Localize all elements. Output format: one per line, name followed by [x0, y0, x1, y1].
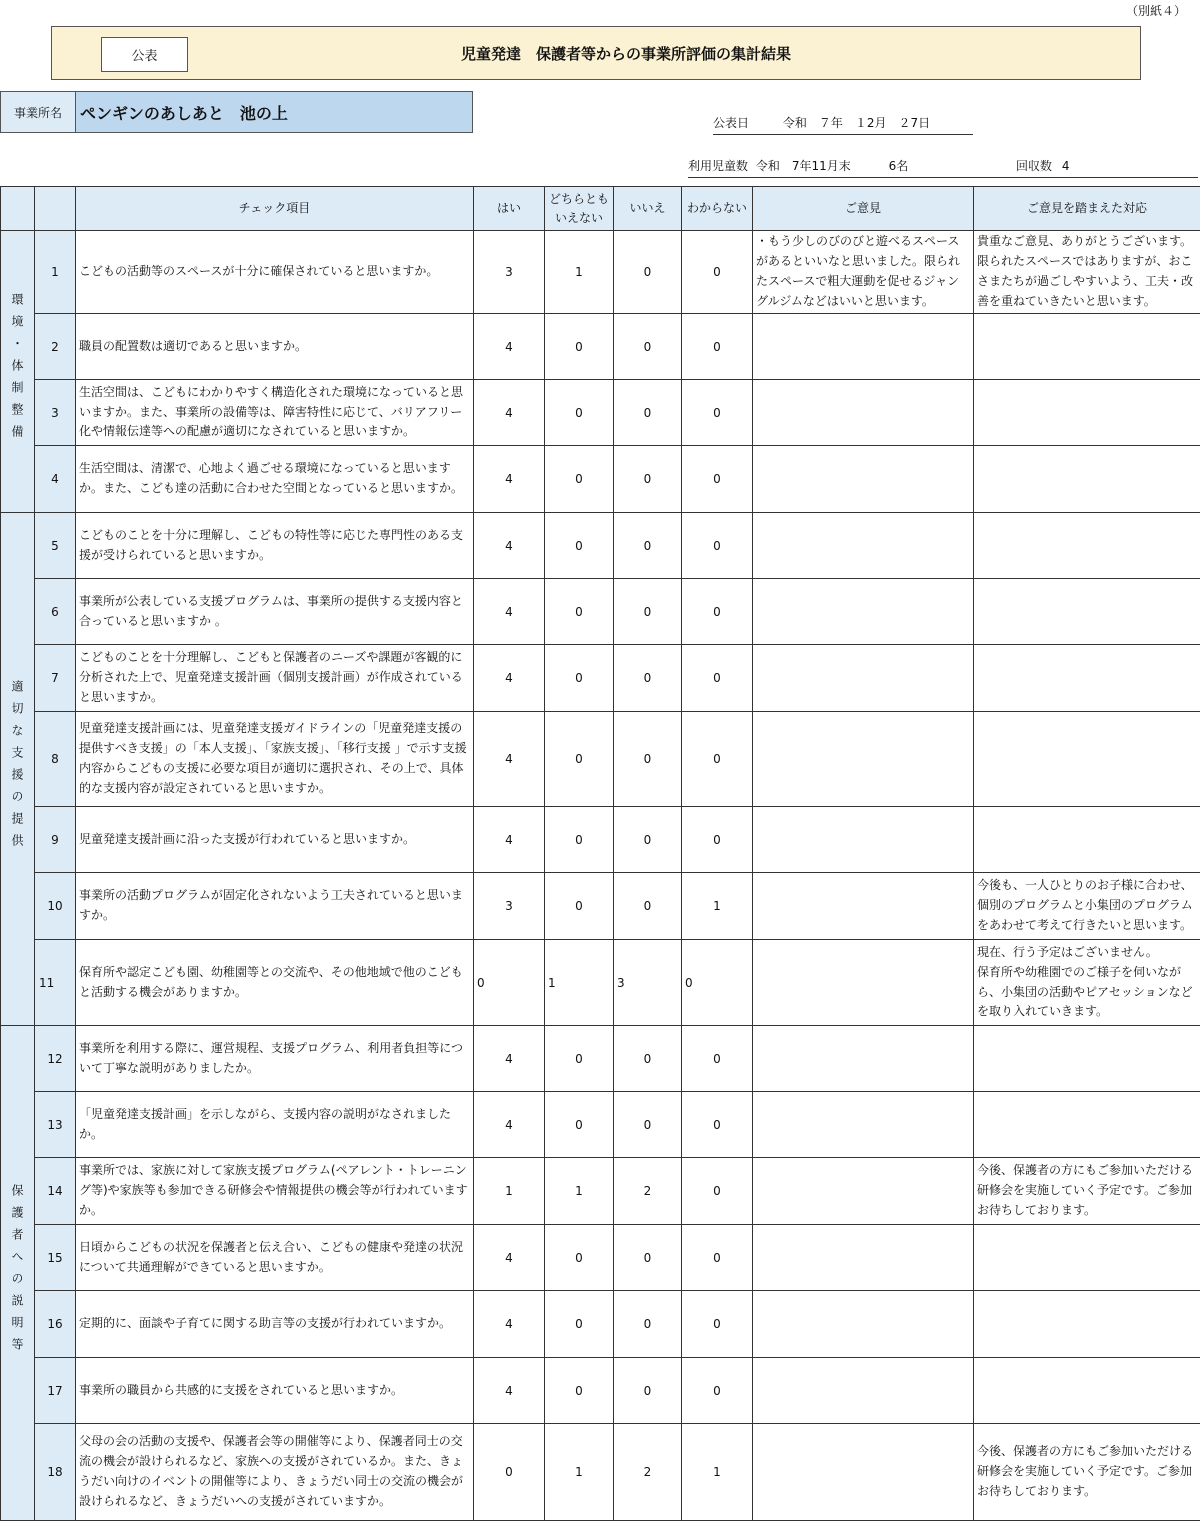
question-text: 生活空間は、清潔で、心地よく過ごせる環境になっていると思いますか。また、こども達の活動に合わせた空間となっていると思いますか。 [76, 446, 474, 513]
count-yes: 4 [474, 712, 545, 807]
count-no: 0 [614, 380, 682, 446]
count-neither: 0 [545, 446, 614, 513]
table-row [1, 1158, 1200, 1225]
opinion-text [753, 579, 974, 645]
count-neither: 1 [545, 940, 614, 1026]
row-number: 3 [35, 380, 76, 446]
table-row [1, 513, 1200, 579]
count-unknown: 0 [682, 513, 753, 579]
row-number: 2 [35, 314, 76, 380]
header-number [35, 187, 76, 231]
header-neither [545, 187, 614, 231]
response-text: 今後、保護者の方にもご参加いただける研修会を実施していく予定です。ご参加お待ちしております。 [974, 1424, 1200, 1521]
count-no: 0 [614, 1026, 682, 1092]
table-row [1, 940, 1200, 1026]
count-yes: 0 [474, 940, 545, 1026]
count-unknown: 0 [682, 1358, 753, 1424]
count-yes: 4 [474, 1026, 545, 1092]
question-text: 父母の会の活動の支援や、保護者会等の開催等により、保護者同士の交流の機会が設けられるなど、家族への支援がされているか。また、きょうだい向けのイベントの開催等により、きょうだい同士の交流の機会が設けられるなど、きょうだいへの支援がされていますか。 [76, 1424, 474, 1521]
table-row [1, 1225, 1200, 1291]
row-number: 11 [35, 940, 76, 1026]
header-neither-line1: どちらとも [548, 191, 609, 206]
response-text: 現在、行う予定はございません。 保育所や幼稚園でのご様子を伺いながら、小集団の活動やピアセッションなどを取り入れていきます。 [974, 940, 1200, 1026]
count-no: 0 [614, 579, 682, 645]
table-row [1, 1291, 1200, 1358]
row-number: 12 [35, 1026, 76, 1092]
row-number: 17 [35, 1358, 76, 1424]
header-check-item: チェック項目 [76, 187, 474, 231]
count-yes: 4 [474, 1225, 545, 1291]
response-text [974, 1026, 1200, 1092]
response-text [974, 645, 1200, 712]
table-row [1, 1026, 1200, 1092]
table-row [1, 712, 1200, 807]
table-row [1, 446, 1200, 513]
count-unknown: 1 [682, 1424, 753, 1521]
count-unknown: 0 [682, 314, 753, 380]
count-no: 0 [614, 873, 682, 940]
opinion-text [753, 1026, 974, 1092]
opinion-text [753, 1424, 974, 1521]
count-neither: 0 [545, 712, 614, 807]
question-text: 事業所が公表している支援プログラムは、事業所の提供する支援内容と合っていると思いますか 。 [76, 579, 474, 645]
row-number: 5 [35, 513, 76, 579]
opinion-text [753, 1092, 974, 1158]
opinion-text [753, 446, 974, 513]
response-text [974, 380, 1200, 446]
count-unknown: 0 [682, 579, 753, 645]
count-unknown: 0 [682, 1291, 753, 1358]
count-neither: 0 [545, 1092, 614, 1158]
row-number: 15 [35, 1225, 76, 1291]
count-no: 2 [614, 1424, 682, 1521]
response-text [974, 446, 1200, 513]
publication-date [713, 114, 973, 135]
row-number: 7 [35, 645, 76, 712]
count-yes: 4 [474, 1092, 545, 1158]
question-text: こどもの活動等のスペースが十分に確保されていると思いますか。 [76, 231, 474, 314]
row-number: 16 [35, 1291, 76, 1358]
count-unknown: 0 [682, 1158, 753, 1225]
attachment-label: （別紙４） [1125, 4, 1186, 18]
question-text: 事業所を利用する際に、運営規程、支援プログラム、利用者負担等について丁寧な説明がありましたか。 [76, 1026, 474, 1092]
responses-label: 回収数 [1016, 159, 1053, 173]
question-text: 「児童発達支援計画」を示しながら、支援内容の説明がなされましたか。 [76, 1092, 474, 1158]
response-text: 貴重なご意見、ありがとうございます。限られたスペースではありますが、おこさまたちが過ごしやすいよう、工夫・改善を重ねていきたいと思います。 [974, 231, 1200, 314]
table-row [1, 314, 1200, 380]
evaluation-table [0, 186, 1200, 1521]
response-text: 今後も、一人ひとりのお子様に合わせ、個別のプログラムと小集団のプログラムをあわせて考えて行きたいと思います。 [974, 873, 1200, 940]
count-neither: 0 [545, 1225, 614, 1291]
count-unknown: 0 [682, 712, 753, 807]
count-yes: 4 [474, 579, 545, 645]
count-yes: 4 [474, 1291, 545, 1358]
count-no: 2 [614, 1158, 682, 1225]
count-neither: 0 [545, 579, 614, 645]
opinion-text: ・もう少しのびのびと遊べるスペースがあるといいなと思いました。限られたスペースで粗大運動を促せるジャングルジムなどはいいと思います。 [753, 231, 974, 314]
count-neither: 0 [545, 314, 614, 380]
category-support [1, 513, 35, 1026]
header-neither-line2: いえない [554, 210, 603, 225]
question-text: 日頃からこどもの状況を保護者と伝え合い、こどもの健康や発達の状況について共通理解ができていると思いますか。 [76, 1225, 474, 1291]
row-number: 8 [35, 712, 76, 807]
question-text: 職員の配置数は適切であると思いますか。 [76, 314, 474, 380]
question-text: 事業所では、家族に対して家族支援プログラム(ペアレント・トレーニング等)や家族等も参加できる研修会や情報提供の機会等が行われていますか。 [76, 1158, 474, 1225]
table-row [1, 645, 1200, 712]
table-header-row [1, 187, 1200, 231]
opinion-text [753, 873, 974, 940]
header-category [1, 187, 35, 231]
count-no: 0 [614, 314, 682, 380]
count-no: 0 [614, 645, 682, 712]
count-neither: 0 [545, 1358, 614, 1424]
users-count: 6名 [888, 159, 909, 173]
row-number: 14 [35, 1158, 76, 1225]
count-neither: 0 [545, 807, 614, 873]
count-unknown: 0 [682, 1026, 753, 1092]
category-label: 環境・体制整備 [10, 293, 24, 447]
count-neither: 0 [545, 1026, 614, 1092]
count-unknown: 0 [682, 380, 753, 446]
category-explain [1, 1026, 35, 1521]
response-text [974, 807, 1200, 873]
table-row [1, 873, 1200, 940]
question-text: 児童発達支援計画に沿った支援が行われていると思いますか。 [76, 807, 474, 873]
pub-date-value: 令和 ７年 １2月 ２7日 [782, 116, 931, 130]
row-number: 9 [35, 807, 76, 873]
count-unknown: 0 [682, 807, 753, 873]
opinion-text [753, 1291, 974, 1358]
question-text: 保育所や認定こども園、幼稚園等との交流や、その他地域で他のこどもと活動する機会がありますか。 [76, 940, 474, 1026]
office-label: 事業所名 [0, 91, 76, 133]
table-row [1, 1424, 1200, 1521]
response-text [974, 513, 1200, 579]
response-text [974, 579, 1200, 645]
response-text [974, 1092, 1200, 1158]
question-text: こどものことを十分に理解し、こどもの特性等に応じた専門性のある支援が受けられていると思いますか。 [76, 513, 474, 579]
category-env [1, 231, 35, 513]
count-neither: 1 [545, 1158, 614, 1225]
count-no: 0 [614, 1291, 682, 1358]
count-yes: 4 [474, 446, 545, 513]
office-name: ペンギンのあしあと 池の上 [75, 91, 473, 133]
count-yes: 1 [474, 1158, 545, 1225]
opinion-text [753, 712, 974, 807]
public-badge: 公表 [101, 37, 188, 72]
count-unknown: 0 [682, 1225, 753, 1291]
opinion-text [753, 807, 974, 873]
response-text [974, 712, 1200, 807]
header-unknown: わからない [682, 187, 753, 231]
header-opinion: ご意見 [753, 187, 974, 231]
count-no: 0 [614, 807, 682, 873]
count-unknown: 0 [682, 231, 753, 314]
question-text: 定期的に、面談や子育てに関する助言等の支援が行われていますか。 [76, 1291, 474, 1358]
category-label: 保護者への説明等 [10, 1183, 24, 1360]
header-yes: はい [474, 187, 545, 231]
count-neither: 0 [545, 380, 614, 446]
response-text [974, 1225, 1200, 1291]
opinion-text [753, 513, 974, 579]
usage-summary [688, 157, 1198, 178]
count-unknown: 0 [682, 446, 753, 513]
table-row [1, 807, 1200, 873]
response-text [974, 1291, 1200, 1358]
opinion-text [753, 940, 974, 1026]
row-number: 10 [35, 873, 76, 940]
count-neither: 1 [545, 1424, 614, 1521]
count-yes: 3 [474, 873, 545, 940]
count-yes: 4 [474, 1358, 545, 1424]
question-text: 児童発達支援計画には、児童発達支援ガイドラインの「児童発達支援の提供すべき支援」の「本人支援」、「家族支援」、「移行支援 」で示す支援内容からこどもの支援に必要な項目が適切に選択され、その上で、具体的な支援内容が設定されていると思いますか。 [76, 712, 474, 807]
responses-count: 4 [1061, 159, 1070, 173]
count-no: 0 [614, 1358, 682, 1424]
row-number: 13 [35, 1092, 76, 1158]
pub-date-label: 公表日 [713, 116, 750, 130]
count-no: 0 [614, 1092, 682, 1158]
row-number: 18 [35, 1424, 76, 1521]
count-unknown: 0 [682, 645, 753, 712]
response-text: 今後、保護者の方にもご参加いただける研修会を実施していく予定です。ご参加お待ちしております。 [974, 1158, 1200, 1225]
response-text [974, 314, 1200, 380]
question-text: 事業所の職員から共感的に支援をされていると思いますか。 [76, 1358, 474, 1424]
header-response: ご意見を踏まえた対応 [974, 187, 1200, 231]
opinion-text [753, 380, 974, 446]
count-yes: 0 [474, 1424, 545, 1521]
count-neither: 0 [545, 1291, 614, 1358]
count-yes: 3 [474, 231, 545, 314]
count-yes: 4 [474, 807, 545, 873]
count-no: 3 [614, 940, 682, 1026]
users-label: 利用児童数 [688, 159, 749, 173]
response-text [974, 1358, 1200, 1424]
count-yes: 4 [474, 314, 545, 380]
opinion-text [753, 1358, 974, 1424]
row-number: 1 [35, 231, 76, 314]
opinion-text [753, 645, 974, 712]
table-row [1, 579, 1200, 645]
question-text: こどものことを十分理解し、こどもと保護者のニーズや課題が客観的に分析された上で、児童発達支援計画（個別支援計画）が作成されていると思いますか。 [76, 645, 474, 712]
row-number: 4 [35, 446, 76, 513]
count-unknown: 0 [682, 1092, 753, 1158]
table-row [1, 231, 1200, 314]
opinion-text [753, 314, 974, 380]
table-row [1, 1092, 1200, 1158]
count-yes: 4 [474, 380, 545, 446]
users-period: 令和 7年11月末 [755, 159, 851, 173]
count-unknown: 1 [682, 873, 753, 940]
count-neither: 0 [545, 873, 614, 940]
opinion-text [753, 1158, 974, 1225]
question-text: 事業所の活動プログラムが固定化されないよう工夫されていると思いますか。 [76, 873, 474, 940]
count-neither: 1 [545, 231, 614, 314]
count-no: 0 [614, 712, 682, 807]
count-yes: 4 [474, 645, 545, 712]
header-no: いいえ [614, 187, 682, 231]
count-no: 0 [614, 1225, 682, 1291]
count-no: 0 [614, 231, 682, 314]
count-unknown: 0 [682, 940, 753, 1026]
table-row [1, 380, 1200, 446]
category-label: 適切な支援の提供 [10, 679, 24, 856]
count-no: 0 [614, 446, 682, 513]
row-number: 6 [35, 579, 76, 645]
count-neither: 0 [545, 645, 614, 712]
count-yes: 4 [474, 513, 545, 579]
table-row [1, 1358, 1200, 1424]
count-no: 0 [614, 513, 682, 579]
question-text: 生活空間は、こどもにわかりやすく構造化された環境になっていると思いますか。また、事業所の設備等は、障害特性に応じて、バリアフリー化や情報伝達等への配慮が適切になされていると思いますか。 [76, 380, 474, 446]
opinion-text [753, 1225, 974, 1291]
count-neither: 0 [545, 513, 614, 579]
page-title: 児童発達 保護者等からの事業所評価の集計結果 [460, 44, 791, 63]
